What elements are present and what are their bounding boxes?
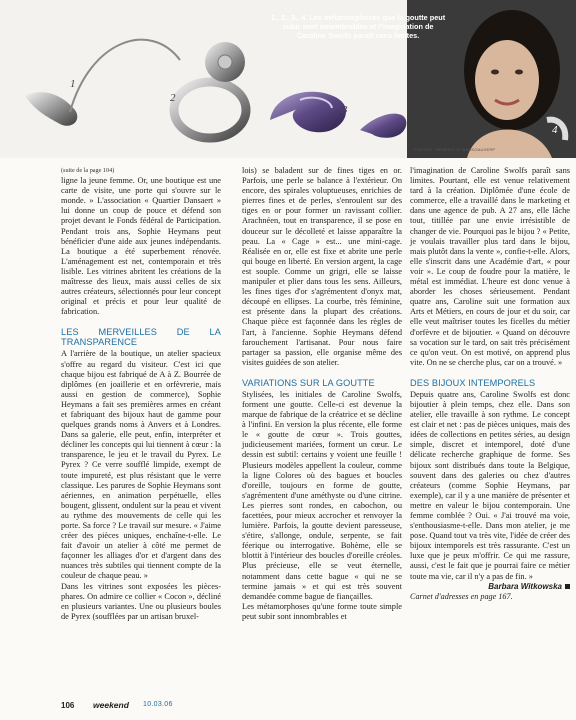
magazine-logo: weekend bbox=[93, 700, 129, 710]
paragraph: Dans les vitrines sont exposées les pièces-phares. On admire ce collier « Cocon », décliné en plusieurs variantes. Une ou plusieurs boules de Pyrex (soufflées par un artisan bruxel- bbox=[61, 581, 221, 621]
article-column-2 bbox=[242, 166, 402, 622]
photo-caption: 1., 2., 3., 4. Les métamorphoses que la goutte peut subir sont innombrables et l'imagination de Caroline Swolfs paraît sans limites. bbox=[270, 13, 446, 41]
paragraph: lois) se baladent sur de fines tiges en or. Parfois, une perle se balance à l'extérieur. On encore, des spirales voluptueuses, enrichies de pierres fines et de perles, s'enroulent sur des tiges en or pour former un ravissant collier. Arachnéen, tout en transparence, il se pose en douceur sur le décolleté et laisse apparaître la peau. La « Cage » est... une mini-cage. Réalisée en or, elle est fixe et abrite une perle qui bouge en liberté. En version argent, la cage est souple. Comme un grigri, elle se laisse manipuler et plier dans tous les sens. Ailleurs, les fines tiges d'or s'agrémentent d'onyx mat, découpé en ellipses. La courbe, très féminine, est présente dans la plupart des créations. Chaque pièce est façonnée dans les règles de l'art, à l'ancienne. Sophie Heymans défend farouchement l'artisanat. Pour nous faire partager sa passion, elle organise même des visites guidées de son atelier. bbox=[242, 166, 402, 367]
ring-2-band bbox=[174, 82, 246, 138]
byline bbox=[410, 582, 570, 592]
subhead-transparence: LES MERVEILLES DE LA TRANSPARENCE bbox=[61, 327, 221, 348]
page-footer bbox=[61, 700, 571, 714]
photo-number-2: 2 bbox=[170, 92, 176, 104]
paragraph: A l'arrière de la boutique, un atelier spacieux s'offre au regard du visiteur. C'est ici que chaque bijou est fabriqué de A à Z. Bourrée de diplômes (en joaillerie et en orfèvrerie, mais aussi en gestion de commerce), Sophie Heymans a fait ses premières armes en créant et fabriquant des bijoux haut de gamme pour quelques grands noms à Anvers et à Londres. Dans sa galerie, elle peut, enfin, interpréter et décliner les concepts qui lui tiennent à cœur : la transparence, le jeu et le travail du Pyrex. Le Pyrex ? Ce verre soufflé limpide, exempt de toute impureté, est plus résistant que le verre classique. Les parures de Sophie Heymans sont aériennes, en animation perpétuelle, elles bougent, glissent, ondulent sur la peau et vivent au rythme des mouvements de celle qui les porte. Sa force ? Le travail sur mesure. « J'aime créer des pièces uniques, enchaîne-t-elle. Le fait d'avoir un atelier à côté me permet de façonner les alliages d'or et d'argent dans des nuances très subtiles qui tiennent compte de la couleur de chaque peau. » bbox=[61, 349, 221, 581]
photo-number-4: 4 bbox=[552, 124, 558, 136]
pendant-wire bbox=[70, 40, 180, 112]
paragraph: Depuis quatre ans, Caroline Swolfs est donc bijoutier à plein temps, chez elle. Dans son atelier, elle travaille à son rythme. Le concept est clair et net : pas de pièces uniques, mais des idées de collections en petites séries, au design simple, discret et intemporel, doté d'une délicate recherche graphique de forme. Ses bijoux sont distribués dans toute la Belgique, souvent dans des galeries ou chez d'autres créateurs (comme Sophie Heymans, par exemple), car il y a une manière de présenter et mettre en valeur le bijou contemporain. Une femme comblée ? Oui. « J'ai trouvé ma voie, s'enthousiasme-t-elle. Dans mon atelier, je me pose. Quand tout va très vite, l'idée de créer des bijoux intemporels est très rassurante. C'est un luxe que je peux m'offrir. Ce qui me rassure, aussi, c'est le fait que je pourrai faire ce métier toute ma vie, car il n'y a pas de fin. » bbox=[410, 389, 570, 581]
photo-credit: PHOTOS : BENEDICTE MARKGAUVERP bbox=[414, 147, 496, 152]
subhead-goutte: VARIATIONS SUR LA GOUTTE bbox=[242, 377, 375, 388]
end-mark-icon bbox=[565, 584, 570, 589]
paragraph: ligne la jeune femme. Or, une boutique est une carte de visite, une porte qui s'ouvre sur le monde. » L'association « Quartier Dansaert » lui donne un coup de pouce et défend son projet devant le Fonds fédéral de Participation. Pendant trois ans, Sophie Heymans peut bénéficier d'une aide aux jeunes indépendants. La boutique a été superbement rénovée. L'aménagement est net, contemporain et très lisible. Les vitrines abritent les créations de la maîtresse des lieux, mais aussi celles de six autres créateurs, sélectionnés pour leur concept original et précis et pour leur qualité de fabrication. bbox=[61, 176, 221, 317]
paragraph: Stylisées, les initiales de Caroline Swolfs, forment une goutte. Celle-ci est devenue la marque de fabrique de la créatrice et se décline à l'infini. En version la plus récente, elle forme le « goutte de cœur ». Trois gouttes, judicieusement mariées, forment un cœur. Le dessin est subtil: certains y voient une feuille ! Plusieurs modèles appellent la couleur, comme la ligne Colores où des bagues et boucles d'oreille, toujours en forme de goutte, s'agrémentent d'une améthyste ou d'une citrine. Les pierres sont rondes, en cabochon, ou facettées, pour mieux accrocher et renvoyer la lumière. Parfois, la goutte devient paresseuse, s'étire, s'allonge, ondule, serpente, se fait féerique ou interrogative. Bohème, elle se blottit à l'intérieur des boucles d'oreille créoles. Plus précieuse, elle se veut éternelle, notamment dans cette bague « qui ne se termine jamais » et qui est très souvent demandée comme bague de fiançailles. bbox=[242, 389, 402, 601]
subhead-intemporels: DES BIJOUX INTEMPORELS bbox=[410, 377, 536, 388]
article-column-3 bbox=[410, 166, 570, 602]
author-name: Barbara Witkowska bbox=[488, 581, 562, 591]
drop-pendant-1 bbox=[25, 92, 77, 126]
paragraph: l'imagination de Caroline Swolfs paraît sans limites. Pourtant, elle est venue relativement tard à la création. Diplômée d'une école de commerce, elle a travaillé dans le marketing et dans une agence de pub. A 27 ans, elle lâche tout, titillée par une envie irrésistible de changer de vie. Pourquoi pas le bijou ? « Petite, je voulais travailler plus tard dans le bijou, mais plutôt dans la vente », confie-t-elle. Alors, elle s'inscrit dans une Académie d'art, « pour voir ». Le coup de foudre pour la matière, le métal est immédiat. L'heure est donc venue à aborder les choses sérieusement. Pendant quatre ans, Caroline suit une formation aux Arts et Métiers, en cours de jour et du soir, car elle veut maîtriser toutes les ficelles du métier d'orfèvre et de bijoutier. « Quand on découvre sa vocation sur le tard, on sait très précisément ce qu'on veut. On est motivé, on apprend plus vite. On ne se cherche plus, car on a trouvé. » bbox=[410, 166, 570, 367]
photo-strip bbox=[0, 0, 576, 158]
article-column-1 bbox=[61, 166, 221, 622]
paragraph: Les métamorphoses qu'une forme toute simple peut subir sont innombrables et bbox=[242, 601, 402, 621]
photo-number-3: 3 bbox=[342, 104, 348, 116]
page-number: 106 bbox=[61, 701, 75, 710]
address-note: Carnet d'adresses en page 167. bbox=[410, 591, 513, 601]
photo-number-1: 1 bbox=[70, 78, 76, 90]
issue-date: 10.03.06 bbox=[143, 701, 173, 708]
continued-note: (suite de la page 104) bbox=[61, 167, 115, 174]
purple-pendant-3b bbox=[360, 114, 406, 138]
